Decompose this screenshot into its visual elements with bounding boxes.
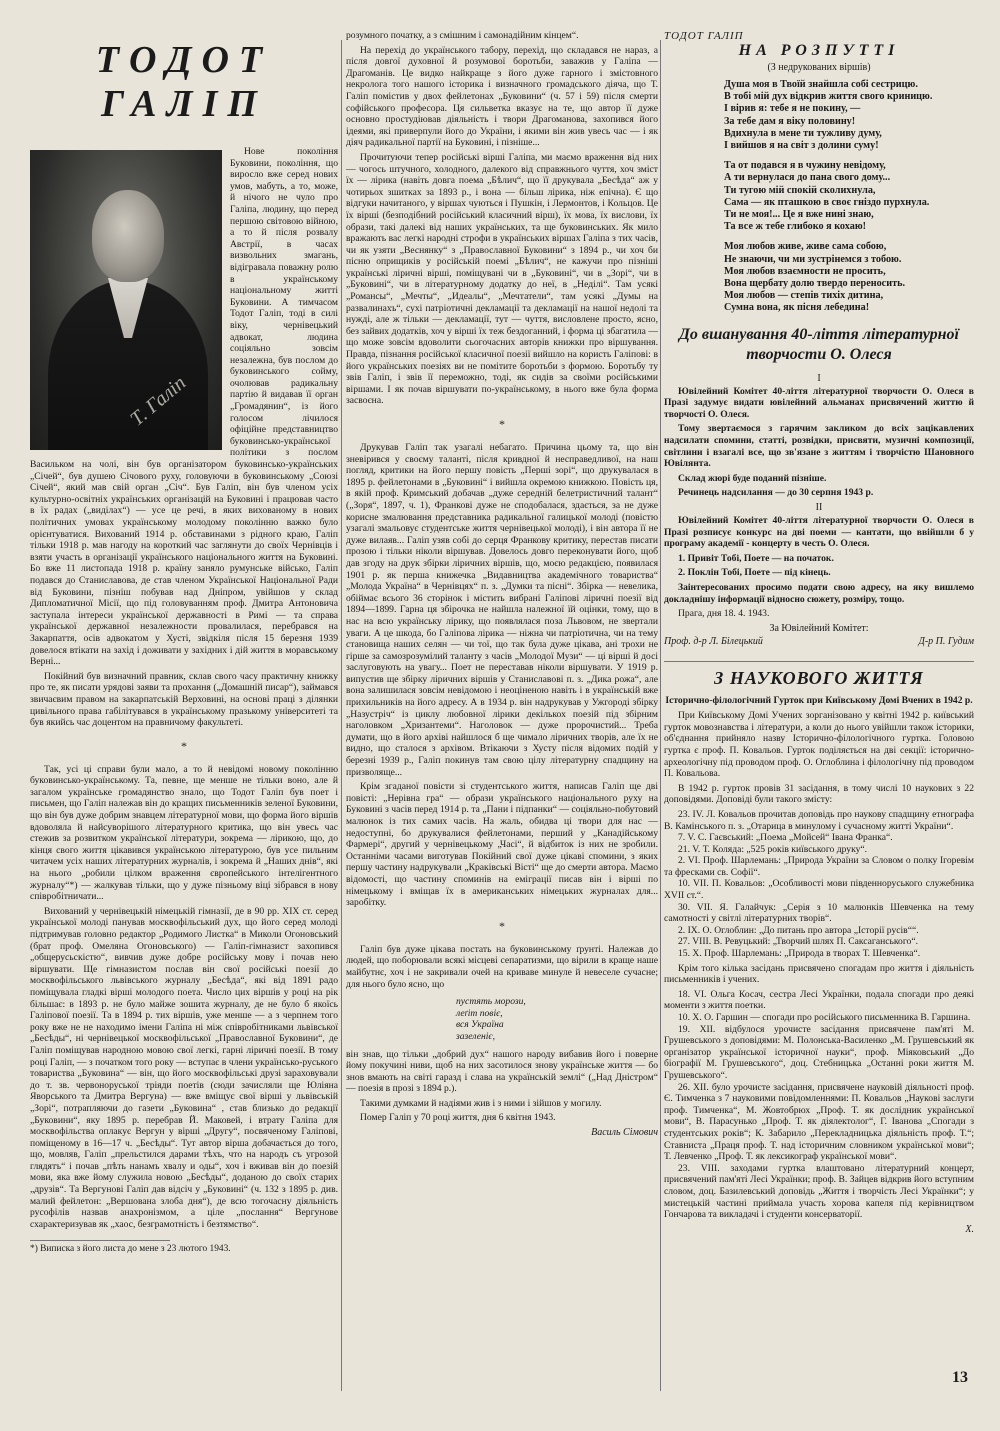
list-item: 30. VII. Я. Галайчук: „Серія з 10 малюнків Шевченка на тему самотності у світлі літературних творів“.	[664, 901, 974, 925]
verse-line: Моя любов живе, живе сама собою,	[724, 241, 887, 253]
report-list	[664, 809, 974, 960]
verse-line: Вдихнула в мене ти тужливу думу,	[724, 127, 882, 139]
paragraph: На перехід до українського табору, перехід, що складався не нараз, а після довгої духовної й розумової боротьби, заважив у Галіпа — Драгоманів. Це видко найкраще з його дуже гарного і змістовного некролога того нашого історика і визначного громадського діяча, що Т. Галіп помістив у двох фейлетонах „Буковини“ (ч. 57 і 59) після смерти софійського професора. Ця сильветка вказує на те, що автор її дуже основно простудіював діяльність і твори Драгоманова, захопився його ідеями, які приверпули його до України, і якими він жив увесь час — і як діяч радикальної партії на Буковині, і пізніше...	[346, 44, 658, 149]
verse-line: Моя любов взаємности не просить,	[724, 265, 886, 277]
paragraph: При Київському Домі Учених зорганізовано у квітні 1942 р. київський гурток мовознавства і літератури, а коли до нього увійшли також історики, об'єднання прийняло назву Історично-філологічного гуртка. Головою гуртка є проф. П. Ковальов. Гурток поділяється на дві секції: історично-археологічну під проводом проф. О. Оглоблина і філологічну під проводом П. Ковальова.	[664, 710, 974, 780]
section-subtitle: Історично-філологічний Гурток при Київському Домі Вчених в 1942 р.	[665, 694, 973, 706]
committee-line: За Ювілейний Комітет:	[769, 622, 869, 634]
verse-line: Сама — як пташкою в своє гніздо пурхнула.	[724, 196, 930, 208]
verse-line: зазеленіє,	[456, 1030, 495, 1042]
list-item: 23. IV. Л. Ковальов прочитав доповідь про наукову спадщину етнографа В. Камінського п. з. „Отарица в минулому і сучасному житті України“.	[664, 808, 974, 832]
portrait-photo	[30, 150, 222, 450]
signer: Проф. д-р Л. Білецький	[664, 635, 763, 647]
paragraph: Речинець надсилання — до 30 серпня 1943 р.	[678, 487, 874, 499]
verse-line: За тебе дам я віку половину!	[724, 115, 856, 127]
section-signature: Х.	[965, 1223, 974, 1235]
column-divider	[660, 40, 661, 1391]
paragraph: розумного початку, а з смішним і самонадійним кінцем“.	[346, 30, 579, 41]
list-item: 7. V. С. Гаєвський: „Поема „Мойсей“ Івана Франка“.	[678, 832, 893, 844]
verse-line: В тобі мій дух відкрив життя свого криницю.	[724, 91, 933, 103]
poem-stanza	[724, 160, 974, 233]
poem-stanza	[724, 241, 974, 314]
portrait-figure-head	[92, 190, 164, 282]
verse-line: І вірив я: тебе я не покину, —	[724, 103, 861, 115]
paragraph: Ювілейний Комітет 40-ліття літературної творчости О. Олеся в Празі розписує конкурс на дві поеми — кантати, що ввійшли б у програму академії - концерту в честь О. Олеся.	[664, 515, 974, 550]
paragraph: Галіп був дуже цікава постать на буковинському ґрунті. Належав до людей, що поборювали всякі місцеві сепаратизми, що вірили в краще наше майбутнє, хоч і не закривали очей на криваве минуле й невеселе сучасне; для нього було ясно, що	[346, 943, 658, 990]
list-item: 10. VII. П. Ковальов: „Особливості мови південноруського служебника XVII ст.“.	[664, 878, 974, 902]
separator-asterisk: *	[499, 918, 505, 933]
paragraph: Крім згаданої повісти зі студентського життя, написав Галіп ще дві повісті: „Нерівна гра“ — образи українського національного руху на Буковині з часів перед 1914 р. та „Пани і підпанки“ — соціяльно-побутовий малюнок із тих самих часів. На жаль, обидва ці твори для нас — недоступні, бо друкувалися фейлетонами, перший у „Канадійському Фармері“, другий у чернівецькому „Часі“, й відбиток із них не зробили. Останніми часами виготував Покійний свої дуже цікаві спомини, з яких першу частину надрукували „Краківські Вісті“ ще до смерти автора. Маємо відомості, що частину споминів на еміграції писав він і вірші по німецькому і вміщав їх в американських німецьких журналах для... заробітку.	[346, 781, 658, 909]
date-line: Прага, дня 18. 4. 1943.	[678, 608, 770, 620]
column-divider	[341, 40, 342, 1391]
verse-line: Вона щербату долю твердо переносить.	[724, 278, 906, 290]
verse-line: леґіт повіє,	[456, 1007, 503, 1019]
verse-line: Не знаючи, чи ми зустрінемся з тобою.	[724, 253, 902, 265]
article-column-c	[664, 30, 974, 1235]
list-item: 15. X. Проф. Шарлемань: „Природа в творах Т. Шевченка“.	[678, 948, 921, 960]
author-signature: Василь Сімович	[591, 1127, 658, 1139]
paragraph: Прочитуючи тепер російські вірші Галіпа, ми маємо враження від них — чогось штучного, холодного, далекого від справжнього чуття, хоч зміст їх — лірика (навіть довга поема „Бѣлич“, що її друкувала „Бесѣда“ аж у чотирьох зшитках за 1893 р., і вона — більш лірика, ніж епічна). Є що відгуки начитаного, у віршах чуються і Пушкін, і Лермонтов, і Кольцов. Це їх вірші (безподібний російський класичний вірш), їх мова, їх вислови, їх образи, такі далекі від наших українських, та ще буковинських. Як мило вражають вас легкі народні строфи в українських віршах Галіпа з тих часів, чи як узяти „Веснянку“ з „Православної Буковини“ з 1894 р., чи хоч би пісню оприщиків у російській поемі „Бѣлич“, не кажучи про пізніші українські ліричні вірші, поміщувані чи в „Буковині“, чи в „Зорі“, чи в „Буковині“, чи в літературному додатку до неї, в „Неділі“. Там усякі „Романсы“, „Мечты“, „Идеалы“, „Мечтатели“, там усякі „Думы на развалинахъ“, сухі патріотичні декламації та декламації на нашої недолі та нужді, але ж тільки — декламації, тут — чуття, висловлене просто, ясно, без зайвих додатків, хоч у вірші їх теж бездоганний, і форма ці збагатила — що може зовсім вдоволити сьогочасних авторів книжки про віршування. Правда, пізнання російської класичної поезії вийшло на користь Галіпові: в його українських поезіях ви не помітите боротьби з формою. Боротьбу ту звів Галіп, і звів її переможно, тоді, як сидів за своїми російськими віршами. І як почав віршувати по-українському, в нього вже була форма засвоєна.	[346, 151, 658, 407]
paragraph: Вихований у чернівецькій німецькій гімназії, де в 90 рр. XIX ст. серед української молоді панував москвофільський дух, що його серед молоді підтримував головно редактор „Родимого Листка“ в Миколи Огоновський (брат проф. Омеляна Огоновського) — Галіп-гімназист захопився „общерусьскістю“, вивчив дуже добре російську мову і почав нею віршувати. Ще гімназистом послав він свої російські поезії до москвофільського львівського журналу „Бесѣда“, які від 1891 радо поміщувала гладкі вірші молодого поета. Число цих віршів у році на рік більшає: в 1893 р. не було майже зошита журналу, де не було б якоїсь Галіпової поезії. Та в 1894 р. тих віршів, уже менше — а з черпнем того року вже не не находимо імени Галіпа ні між співробітниками львівської „Бесѣды“, ні чернівецької москвофільської „Православної Буковини“, де Галіп поміщував народною мовою свої легкі, гарні ліричні поезії. В тому році Галіп, — з початком того року — вступає в члени українсько-руського товариства „Буковина“ — він, що його москвофільські друзі зараховували до т. зв. червоноруської тріяди поетів (сюди зачисляли ще Юліяна Яворського та Дмитра Вергуна) — вже вміщує свої вірші у львівській „Зорі“, потрапляючи до газети „Буковина“ , став близько до редакції „Буковини“, яку 1895 р. перебрав Й. Маковей, і втрату Галіпа для москвофільства оплакує Вергун у вірші „Другу“, посвяченому Галіпові, поміщеному в 16—17 ч. „Бесѣды“. Тут автор вірша добачається до того, що, мовляв, Галіп „прельстился дарами тѣхъ, что на народъ съ угрозой глядятъ“ і почав „пѣть нанамъ хвалу и оды“, хоч і вживав він до поезій мови, яка вже йому служила новою „Бесѣды“, доданою до своїх старих „друзів“. Та Вергунові Галіп дав відсіч у „Буковині“ (ч. 132 з 1895 р. див. малий фейлетон: „Вершована злоба дня“), де всю тогочасну діяльність русофілів назвав анахронізмом, а ціле „послання“ Вергунове схарактеризував як „хаос, безграмотність і безтямство“.	[30, 905, 338, 1230]
separator-asterisk: *	[499, 417, 505, 431]
verse-line: Ти тугою мій спокій сколихнула,	[724, 184, 876, 196]
paragraph: Друкував Галіп так узагалі небагато. Причина цьому та, що він зневірився у своєму таланті, після кривдної й несправедливої, на наш погляд, критики на його першу повість „Перші зорі“, що друкувалася в 1895 р. фейлетонами в „Буковині“ і вийшла окремою книжкою. Повість ця, в якій проф. Кримський добачав „дуже середній белетристичний талант“ („Зоря“, 1897, ч. 1), Франкові дуже не сподобалася, здається, за не дуже корисне змалювання представника радикальної галицької молоді (повістю узагалі змальовує студентське життя чернівецької молоді), і він автора її не дуже вилаяв... Галіп узяв собі до серця Франкову критику, перестав писати прозою і тільки ніколи віршував. Довелось довго переконувати його, щоб дав згоду на друк збірки ліричних віршів, що, моєю редакцією, появилася 1901 р. як перша книжечка „Видавництва академічного товариства“ „Молода Україна“ в Чернівцях“ п. з. „Думки та пісні“. Збірка — невелика, обіймає всього 36 сторінок і містить вибрані Галіпові ліричні поезії від 1894—1899. Гарна ця збірочка не найшла належної їй оцінки, тому, що в нас на всю українську лірику, що появлялася поза Львовом, не звертали уваги. А це шкода, бо Галіпова лірика — ніжна чи патріотична, чи на тему становища наших селян — чи тої, що так була дуже цікава, ані трохи не гірше за самозрозумілий таланту з часів „Молодої Музи“ — ці вірші й досі заслуговують на увагу... Поет не переставав ніколи віршувати. У 1919 р. випустив ще збірку ліричних віршів у Станиславові п. з. „Дика рожа“, але вона залишилася зовсім невідомою і неоціненою навіть і в українській вже прихильників на його адресу. А в 1934 р. він надрукував у Ужгороді збірку „Назустріч“ із циклу любовної лірики декількох поезій під збірним наголовком „Хризантеми“. Наголовок — дуже пророчистий... Треба думати, що в його архіві найшлося б ще чимало ліричних творів, але їх не видно, що сталося з архівом. Втікаючи з Хусту після відомих подій у березні 1939 р., Галіп покинув там свою цілу літературну спадщину на призволяще...	[346, 442, 658, 778]
report-list	[664, 989, 974, 1221]
paragraph: В 1942 р. гурток провів 31 засідання, в тому числі 10 наукових з 22 доповідями. Доповіді були такого змісту:	[664, 782, 974, 806]
paragraph: Крім того кілька засідань присвячено спогадам про життя і діяльність письменників і учених.	[664, 962, 974, 986]
paragraph: Покійний був визначний правник, склав свого часу практичну книжку про те, як писати урядові заяви та прохання („Домашній писар“), займався звичаєвим правом на закарпатській Верховині, на основі праці з ділянки цивільного права габілітувався в українському празькому університеті та був якийсь час доцентом на правничому факультеті.	[30, 670, 338, 729]
list-item: 10. X. О. Гаршин — спогади про російського письменника В. Гаршина.	[678, 1012, 971, 1023]
paragraph: Склад жюрі буде поданий пізніше.	[678, 472, 827, 484]
verse-line: пустять морози,	[456, 996, 526, 1008]
verse-line: А ти вернулася до пана свого дому...	[724, 172, 891, 184]
poem-author: ТОДОТ ГАЛІП	[664, 30, 744, 42]
paragraph: Ювілейний Комітет 40-ліття літературної творчости О. Олеся в Празі задумує видати ювілейний альманах присвячений життю й творчості О. Олеся.	[664, 385, 974, 420]
list-item: 21. V. Т. Коляда: „525 років київського друку“.	[678, 843, 868, 855]
list-item: 19. XII. відбулося урочисте засідання присвячене пам'яті М. Грушевського з доповідями: М. Полонська-Василенко „М. Грушевський як організатор української історичної науки“, проф. Міяковський „До біографії М. Грушевського“, доц. Стебницька „Останні роки життя М. Грушевського“.	[664, 1023, 974, 1081]
list-item: 2. VI. Проф. Шарлемань: „Природа України за Словом о полку Ігоревім та фресками св. Софії“.	[664, 855, 974, 878]
signatures	[664, 636, 974, 647]
verse-line: Моя любов — степів тихіх дитина,	[724, 290, 884, 302]
article-column-b	[346, 30, 658, 1138]
paragraph: Заінтересованих просимо подати свою адресу, на яку вишлемо докладнішу інформації відносно сюжету, розміру, тощо.	[664, 581, 974, 605]
section-title: До вшанування 40-ліття літературної творчости О. Олеся	[678, 325, 959, 363]
verse-line: Душа моя в Твоїй знайшла собі сестрицю.	[724, 79, 918, 90]
list-item: 27. VIII. В. Ревуцький: „Творчий шлях П. Саксаганського“.	[678, 936, 918, 948]
paragraph: 1. Привіт Тобі, Поете — на початок.	[678, 552, 834, 564]
list-item: 18. VI. Ольга Косач, сестра Лесі Українки, подала спогади про деякі моменти з життя поетки.	[664, 988, 974, 1012]
poem-subtitle: (З недрукованих віршів)	[767, 62, 871, 73]
poem-stanza	[724, 79, 974, 152]
list-item: 26. XII. було урочисте засідання, присвячене науковій діяльності проф. Є. Тимченка з 7 науковими повідомленнями: П. Ковальов „Наукові заслуги проф. Тимченка“, М. Жовтобрюх „Проф. Т. як дослідник української мови“, В. Парасунько „Проф. Т. як діялектолог“, Г. Іванова „Спогади з студентських років“; К. Забарило „Перекладницька діяльність проф. Т.“; Ставниста „Праця проф. Т. над історичним словником української мови“; Т. Левченко „Проф. Т. як лексикограф української мови“.	[664, 1081, 974, 1163]
article-title: ТОДОТ ГАЛІП	[95, 39, 273, 125]
portrait-signature: Т. Галіп	[126, 371, 191, 431]
section-title: З НАУКОВОГО ЖИТТЯ	[664, 661, 974, 689]
signer: Д-р П. Гудим	[918, 635, 974, 647]
section-number: І	[817, 372, 821, 384]
list-item: 2. IX. О. Оглоблин: „До питань про автора „Історії русів““.	[678, 924, 919, 936]
section-number: ІІ	[815, 502, 823, 513]
verse-line: вся Україна	[456, 1019, 504, 1031]
footnote: *) Виписка з його листа до мене з 23 лютого 1943.	[30, 1240, 170, 1254]
verse-line: Ти не моя!... Це я вже нині знаю,	[724, 209, 874, 221]
paragraph: Такими думками й надіями жив і з ними і зійшов у могилу.	[360, 1097, 602, 1109]
verse-line: Та от подався я в чужину невідому,	[724, 160, 886, 172]
verse-line: Та все ж тебе глибоко я кохаю!	[724, 221, 866, 233]
paragraph: Так, усі ці справи були мало, а то й невідомі новому поколінню буковинсько-українському. Та, певне, ще менше не тільки воно, але й загалом українське громадянство знало, що Тодот Галіп був поет і письмен, що Галіп належав він до кращих письменників зеленої Буковини, що він був дуже добрим знавцем літературної мови, що форма його віршів вдоволяла й найсуворішого літературного критика, що він увесь час стежив за розвитком української літератури, зокрема — лірикою, що, до кінця свого життя цікавився українською літературою, був усе пильним читачем усіх наших літературних журналів, і зокрема й „Наших днів“, які на нього „робили цілком враження європейського інтелігентного журналу“*) — жалкував тільки, що у дуже пізньому віці зібрався в нову співробітничати...	[30, 763, 338, 903]
paragraph: Нове покоління Буковини, покоління, що виросло вже серед нових умов, мабуть, а то, може, й нічого не чуло про Галіпа, людину, що перед першою світовою війною, а то й після розвалу Австрії, в часах визвольних змагань, відігравала поважну ролю в українському національному житті Буковини. А тимчасом Тодот Галіп, тоді в силі віку, чернівецький адвокат, людина соціяльно зовсім незалежна, був послом до буковинського сойму, очолював радикальну партію й видавав її орган „Громадянин“, із його голосом лічилося офіційне представництво буковинсько-української політики з послом Васильком на чолі, він був організатором буковинсько-українських „Січей“, був душею Січового руху, головуючи в буковинському „Союзі Січей“, який мав свій орган „Січ“. Був Галіп, він був членом усіх культурно-освітніх українських організацій на Буковині і працював часто в їх радах („виділах“) — усе це речі, в яких вихованому в нових політичних умовах українському молодому поколінню важко було орієнтуватися. Вихований 1914 р. обставинами з рідного краю, Галіп тільки 1918 р. мав нагоду на короткий час заглянути до своїх Чернівців і взяти участь в організації українського національного життя на Буковині. Бо вже 11 листопада 1918 р. країну заняло румунське військо, Галіп подався до Станиславова, де став членом Української Національної Ради від Буковини, пізніш побував над Дніпром, увійшов у склад Дипломатичної Місії, що під головуванням проф. Дмитра Антоновича заступала інтереси української державності в Римі — та справа української державної незалежности провалилася, перебрався на Закарпаття, осів адвокатом у Хусті, звідкіля після 15 березня 1939 довелося втікати на захід і доживати у західних і дій життя в моравському Верні...	[30, 146, 338, 668]
list-item: 23. VIII. заходами гуртка влаштовано літературний концерт, присвячений пам'яті Лесі Українки; проф. В. Зайцев відкрив його вступним словом, доц. Базилевський доповідь „Життя і творчість Лесі Українки“; у мистецькій частині приймала участь хорова капеля під керівництвом Гончарова та викладачі і студенти консерваторії.	[664, 1162, 974, 1221]
article-column-a	[30, 30, 338, 1254]
verse-quote	[456, 996, 658, 1042]
verse-line: Сумна вона, як пісня лебедина!	[724, 302, 870, 314]
poem-title: НА РОЗПУТТІ	[738, 42, 900, 59]
separator-asterisk: *	[181, 738, 187, 753]
paragraph: 2. Поклін Тобі, Поете — під кінець.	[678, 567, 831, 579]
page-number: 13	[952, 1369, 968, 1386]
verse-line: І вийшов я на світ з долини суму!	[724, 140, 879, 152]
paragraph: він знав, що тільки „добрий дух“ нашого народу вибавив його і поверне йому покучині ниви, щоб на них засотилося знову українське життя — бо знов вмають на світі гаразд і слава на українській землі“ („Над Дністром“ — поезія в прозі з 1894 р.).	[346, 1048, 658, 1095]
paragraph: Тому звертаємося з гарячим закликом до всіх зацікавлених надсилати спомини, статті, розвідки, присвяти, музичні композиції, світлини і взагалі все, що зв'язане з життям і творчістю Шановного Ювілянта.	[664, 423, 974, 470]
paragraph: Помер Галіп у 70 році життя, дня 6 квітня 1943.	[360, 1112, 556, 1124]
